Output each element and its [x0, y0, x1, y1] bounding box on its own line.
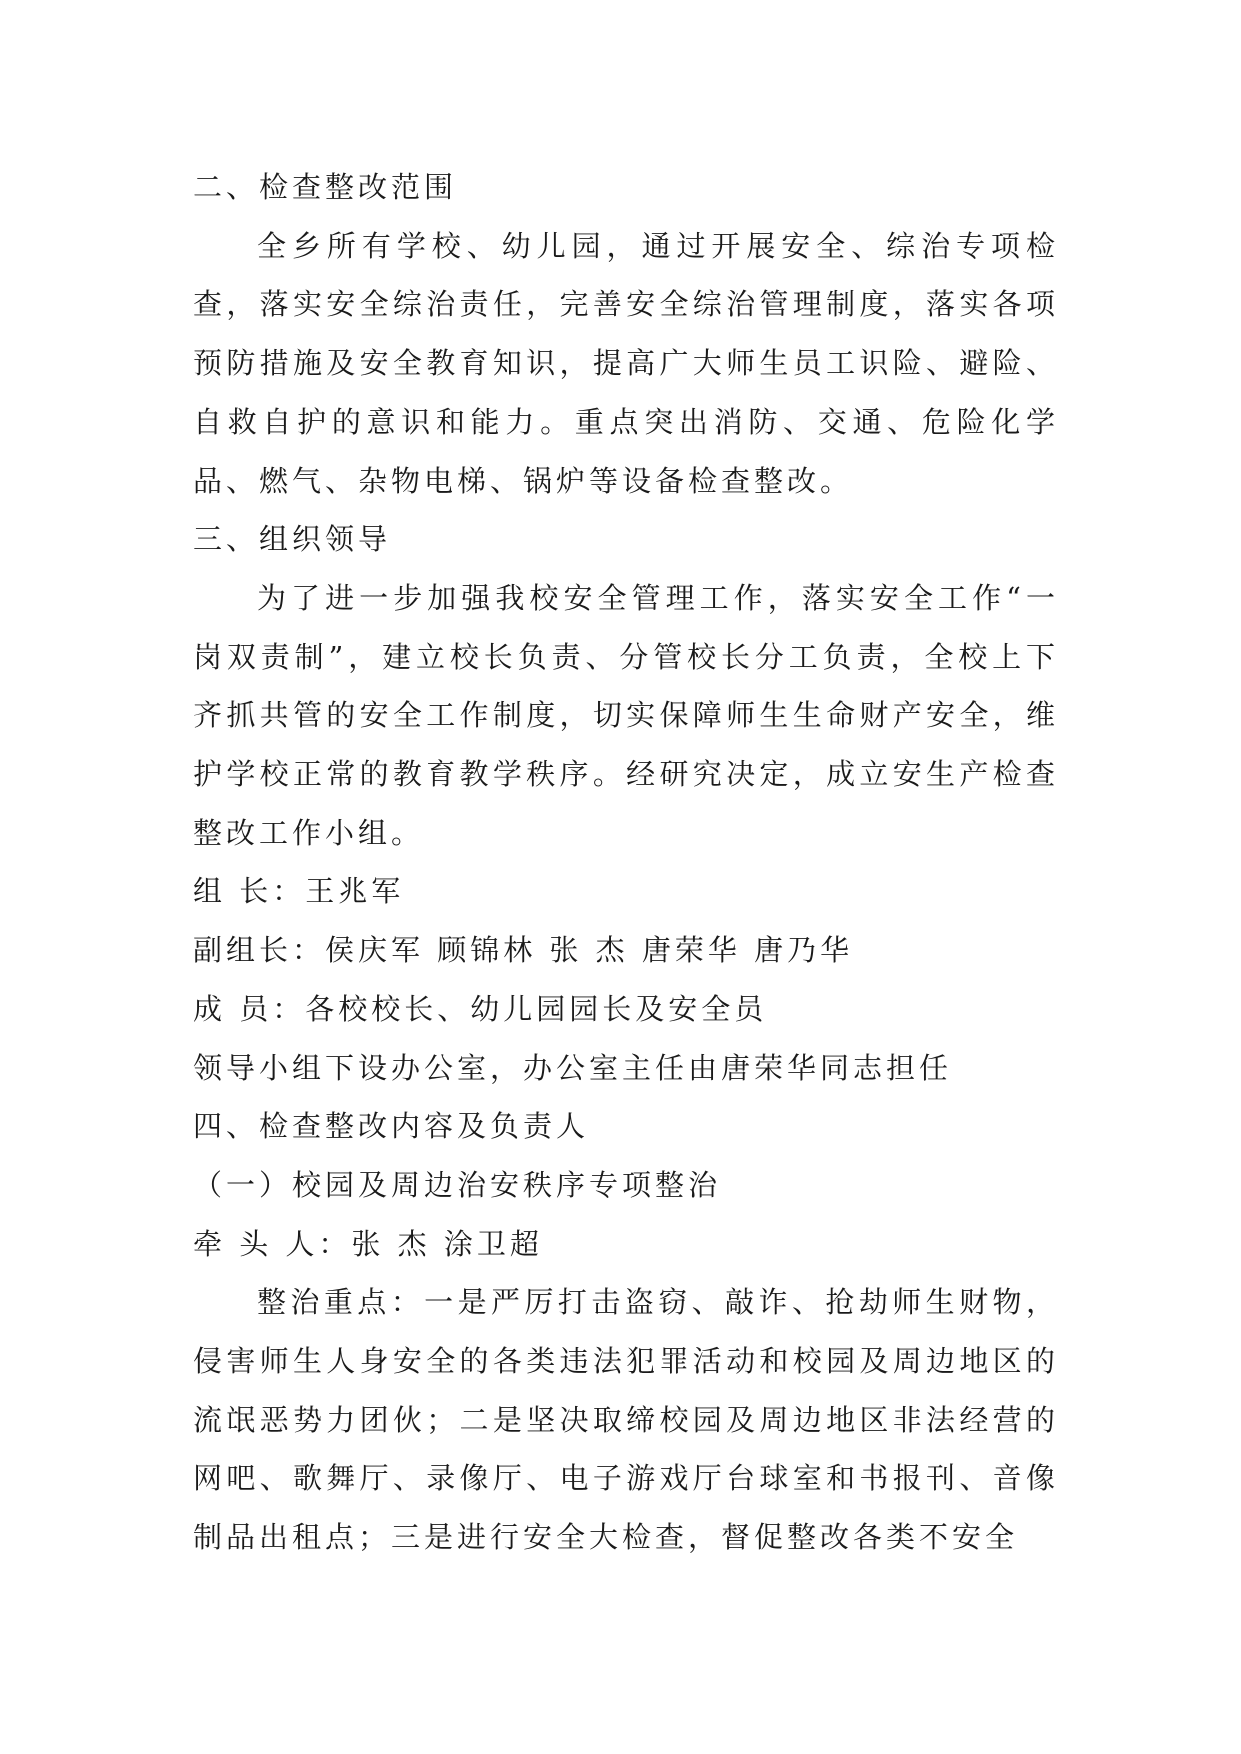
- paragraph-scope: 全乡所有学校、幼儿园，通过开展安全、综治专项检查，落实安全综治责任，完善安全综治管理制度，落实各项预防措施及安全教育知识，提高广大师生员工识险、避险、自救自护的意识和能力。重点突出消防、交通、危险化学品、燃气、杂物电梯、锅炉等设备检查整改。: [193, 228, 1059, 498]
- paragraph-leadership: 为了进一步加强我校安全管理工作，落实安全工作“一岗双责制”，建立校长负责、分管校长分工负责，全校上下齐抓共管的安全工作制度，切实保障师生生命财产安全，维护学校正常的教育教学秩序。经研究决定，成立安生产检查整改工作小组。: [193, 580, 1059, 850]
- members-line: 成 员：各校校长、幼儿园园长及安全员: [193, 991, 768, 1026]
- section-heading-content: 四、检查整改内容及负责人: [193, 1109, 590, 1144]
- group-leader-line: 组 长：王兆军: [193, 874, 405, 909]
- section-heading-scope: 二、检查整改范围: [193, 170, 458, 204]
- deputy-leaders-line: 副组长：侯庆军 顾锦林 张 杰 唐荣华 唐乃华: [193, 933, 854, 968]
- lead-person-line: 牵 头 人：张 杰 涂卫超: [193, 1226, 543, 1261]
- office-line: 领导小组下设办公室，办公室主任由唐荣华同志担任: [193, 1050, 953, 1085]
- paragraph-focus: 整治重点：一是严厉打击盗窃、敲诈、抢劫师生财物，侵害师生人身安全的各类违法犯罪活动和校园及周边地区的流氓恶势力团伙；二是坚决取缔校园及周边地区非法经营的网吧、歌舞厅、录像厅、电子游戏厅台球室和书报刊、音像制品出租点；三是进行安全大检查，督促整改各类不安全: [193, 1285, 1059, 1555]
- document-body: [193, 158, 1059, 1567]
- section-heading-leadership: 三、组织领导: [193, 522, 392, 557]
- subsection-heading-campus: （一）校园及周边治安秩序专项整治: [193, 1167, 722, 1202]
